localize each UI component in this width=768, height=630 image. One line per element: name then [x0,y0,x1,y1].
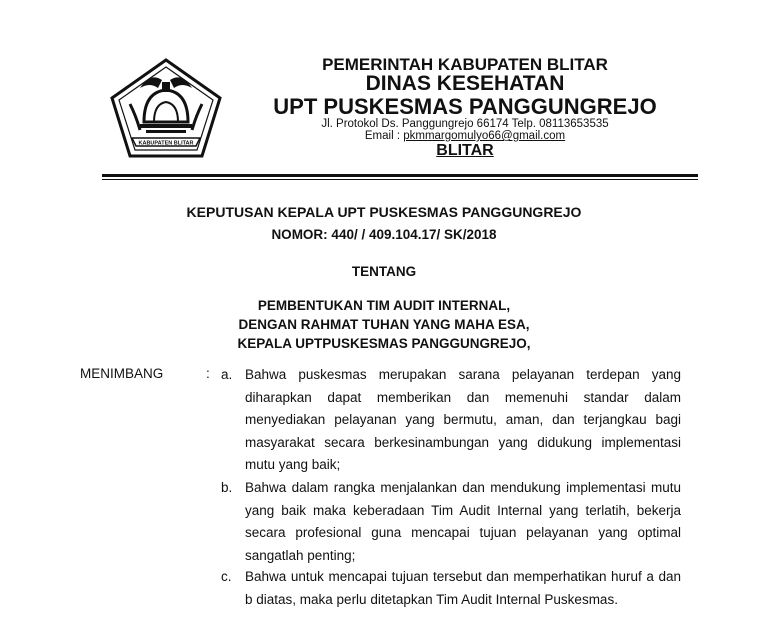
regency-emblem-logo [110,58,222,160]
item-marker: a. [221,367,233,382]
decision-number: NOMOR: 440/ / 409.104.17/ SK/2018 [271,227,497,242]
letterhead-divider-thin [102,179,698,180]
emblem-caption: KABUPATEN BLITAR [138,140,194,147]
letterhead-divider-thick [102,174,698,177]
item-marker: c. [221,569,232,584]
decision-title: KEPUTUSAN KEPALA UPT PUSKESMAS PANGGUNGREJO [186,204,582,220]
government-name: PEMERINTAH KABUPATEN BLITAR [322,55,608,74]
item-text: Bahwa untuk mencapai tujuan tersebut dan memperhatikan huruf a dan b diatas, maka perlu ditetapkan Tim Audit Internal Puskesmas. [245,569,681,607]
institution-name: UPT PUSKESMAS PANGGUNGREJO [273,94,657,119]
about-heading: TENTANG [351,264,417,279]
email-link[interactable]: pkmmargomulyo66@gmail.com [403,130,566,142]
address-line: Jl. Protokol Ds. Panggungrejo 66174 Telp. 08113653535 [321,118,609,130]
item-text: Bahwa puskesmas merupakan sarana pelayanan terdepan yang diharapkan dapat memberikan dan memenuhi standar dalam menyediakan pelayanan yang bermutu, aman, dan terjangkau bagi masyarakat secara berkesinambungan yang didukung implementasi mutu yang baik; [245,367,681,472]
agency-name: DINAS KESEHATAN [365,72,565,95]
item-marker: b. [221,480,233,495]
considering-label: MENIMBANG [80,366,164,381]
emblem-icon [110,58,222,160]
subject-line-1: PEMBENTUKAN TIM AUDIT INTERNAL, [257,298,511,313]
subject-line-3: KEPALA UPTPUSKESMAS PANGGUNGREJO, [237,336,531,351]
considering-colon: : [206,366,210,381]
subject-line-2: DENGAN RAHMAT TUHAN YANG MAHA ESA, [238,317,530,332]
item-text: Bahwa dalam rangka menjalankan dan mendukung implementasi mutu yang baik maka keberadaan Tim Audit Internal yang terlatih, bekerja secara profesional guna mencapai tujuan pelayanan yang optimal sangatlah penting; [245,480,681,563]
email-label: Email : [364,130,404,142]
email-line [250,130,680,142]
city-name: BLITAR [436,142,494,159]
